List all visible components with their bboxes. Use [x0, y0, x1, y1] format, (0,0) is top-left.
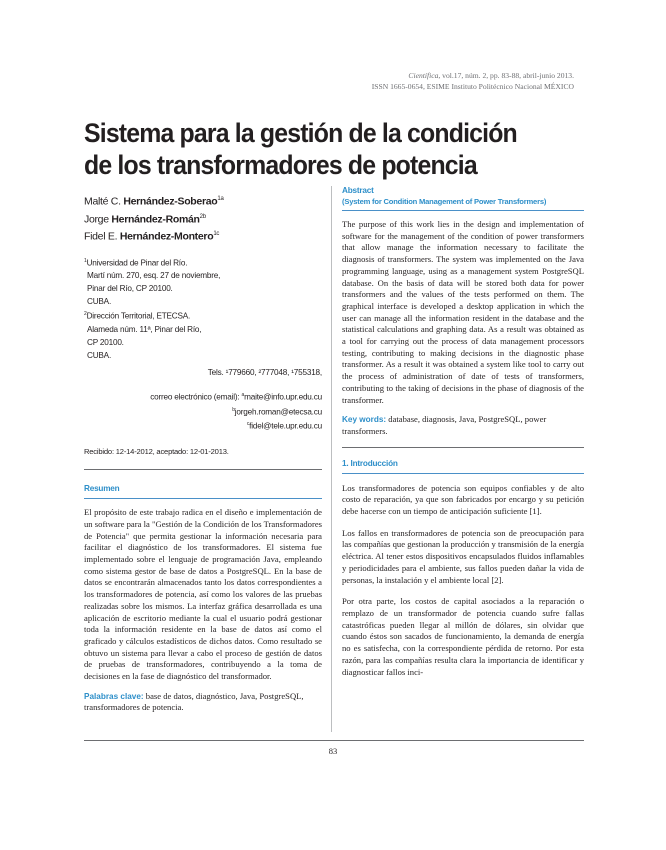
journal-name: Científica	[408, 71, 439, 80]
title-line-2: de los transformadores de potencia	[84, 150, 477, 180]
abstract-heading: Abstract	[342, 186, 374, 195]
title-line-1: Sistema para la gestión de la condición	[84, 118, 517, 148]
abstract-keywords: Key words: database, diagnosis, Java, PostgreSQL, power transformers.	[342, 414, 547, 436]
abstract-subheading: (System for Condition Management of Power Transformers)	[342, 197, 547, 206]
page-number: 83	[328, 746, 338, 756]
left-column	[84, 192, 322, 714]
email-line: correo electrónico (email): $^a$maite@info.upr.edu.cu	[150, 391, 322, 402]
intro-paragraph: Por otra parte, los costos de capital asociados a la reparación o remplazo de un transformador de potencia cuando sufre fallas catastróficas pueden llegar al millón de dólares, sin olvidar que cuando éstos son sacados de funcionamiento, la demanda de energía no es satisfecha, con la correspondiente pérdida de retorno. Por esta razón, para las compañías resulta clara la importancia de identificar y diagnosticar fallos inci-	[342, 596, 584, 677]
author: Malté C. Hernández-Soberao$^{1a}$	[84, 195, 224, 208]
divider	[342, 473, 584, 474]
intro-heading: 1. Introducción	[342, 458, 398, 468]
email-link[interactable]: fidel@tele.upr.edu.cu	[249, 422, 322, 432]
author: Fidel E. Hernández-Montero$^{1c}$	[84, 230, 220, 243]
divider	[342, 210, 584, 211]
resumen-heading: Resumen	[84, 484, 120, 494]
received-date: Recibido: 12-14-2012, aceptado: 12-01-2013.	[84, 447, 229, 457]
journal-header	[244, 70, 574, 92]
author-list	[84, 192, 322, 245]
divider	[84, 469, 322, 470]
journal-issn: ISSN 1665-0654, ESIME Instituto Politécnico Nacional MÉXICO	[371, 82, 574, 91]
author: Jorge Hernández-Román$^{2b}$	[84, 213, 206, 225]
column-divider	[331, 186, 332, 732]
intro-paragraph: Los transformadores de potencia son equipos confiables y de alto costo de reparación, ya que son fabricados por encargo y su petición debe hacerse con un tiempo de anticipación suficiente [1].	[342, 482, 584, 517]
paper-title	[84, 117, 544, 181]
intro-paragraph: Los fallos en transformadores de potencia son de preocupación para las compañías que gestionan la producción y transmisión de la energía eléctrica. Al tener estos dispositivos encapsulados fluidos inflamables y periodicidades para el ambiente, sus fallos pueden dañar la vida de personas, la instalación y el ambiente local [2].	[342, 527, 584, 585]
email-link[interactable]: jorgeh.roman@etecsa.cu	[234, 407, 322, 417]
email-link[interactable]: maite@info.upr.edu.cu	[244, 392, 322, 402]
footer-rule	[84, 740, 584, 741]
phone-numbers: Tels. ¹779660, ²777048, ¹755318,	[207, 367, 322, 377]
abstract-text: The purpose of this work lies in the design and implementation of software for the management of the condition of power transformers that allow manage the information necessary to facilitate the diagnosis of transformers. The system was implemented on the Java programming language, using as a management system PostgreSQL database. On the basis of data will be stored both data for power transformers and the values of the tests performed on them. The graphical interface is developed a desktop application in which the user can manage all the information resident in the database and the statistical calculations and graphing data. As a result was obtained as a tool for carrying out the process of data management processors testing, contributing to making decisions in the diagnostic phase transformer. As a result it was obtained a system like tool to carry out the process of administration of date of tests of transformers, contributing to the taking of decisions in the phase of diagnosis of the transformer.	[342, 219, 584, 405]
right-column	[342, 186, 584, 678]
divider	[342, 447, 584, 448]
affiliations: $^1$Universidad de Pinar del Río. Martí núm. 270, esq. 27 de noviembre, Pinar del Río, CP 20100. CUBA. $^2$Dirección Territorial, ETECSA. Alameda núm. 11ª, Pinar del Río, CP 20100. CUBA. Tels. ¹779660, ²777048, ¹755318, correo electrónico (email): $^a$maite@info.upr.edu.cu $^b$jorgeh.roman@etecsa.cu $^c$fidel@tele.upr.edu.cu	[84, 257, 322, 432]
resumen-text: El propósito de este trabajo radica en el diseño e implementación de un software para la "Gestión de la Condición de los Transformadores de Potencia" que permita gestionar la información necesaria para facilitar el diagnóstico de los transformadores. El sistema fue implementado sobre el lenguaje de programación Java, empleando como sistema gestor de base de datos a PostgreSQL. En la base de datos se encontrarán almacenados tanto los datos correspondientes a los transformadores de potencia, así como los valores de las pruebas realizadas sobre los mismos. La interfaz gráfica desarrollada es una aplicación de escritorio mediante la cual el usuario podrá gestionar toda la información residente en la base de datos así como el graficado y cálculos estadísticos de dichos datos. Como resultado se obtuvo un sistema para llevar a cabo el proceso de gestión de datos de pruebas de transformadores, contribuyendo a la toma de decisiones en la fase de diagnóstico del transformador.	[84, 507, 322, 682]
divider	[84, 498, 322, 499]
resumen-keywords: Palabras clave: base de datos, diagnóstico, Java, PostgreSQL, transformadores de potencia.	[84, 690, 304, 713]
journal-citation: , vol.17, núm. 2, pp. 83-88, abril-junio 2013.	[438, 71, 574, 80]
